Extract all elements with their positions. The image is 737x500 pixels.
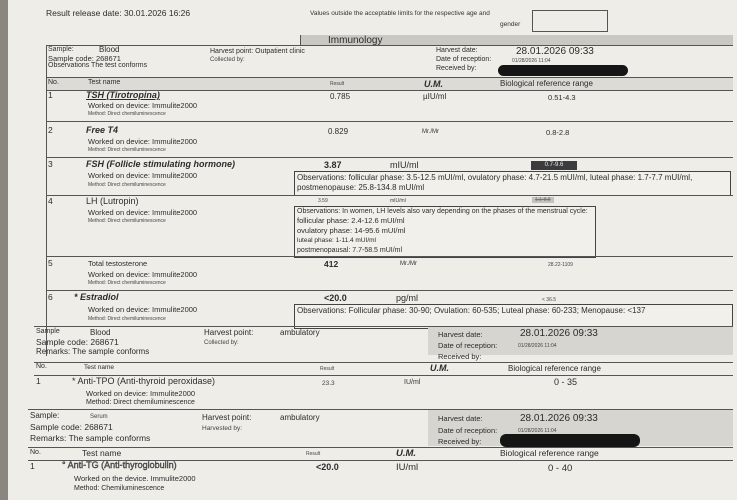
limits-note: Values outside the acceptable limits for the respective age and bbox=[310, 10, 490, 17]
test-device: Worked on device: Immulite2000 bbox=[88, 208, 198, 217]
test-device: Worked on the device. Immulite2000 bbox=[74, 474, 196, 483]
test-device: Worked on device: Immulite2000 bbox=[88, 137, 198, 146]
test-unit: Mr./Mr bbox=[400, 261, 417, 267]
reception-value: 01/28/2026 11:04 bbox=[518, 343, 557, 349]
test-method: Method: Direct chemiluminescence bbox=[88, 111, 166, 117]
test-number: 5 bbox=[48, 258, 53, 268]
test-method: Method: Direct chemiluminescence bbox=[88, 218, 166, 224]
test-name: * Anti-TPO (Anti-thyroid peroxidase) bbox=[72, 376, 216, 386]
harvested-by: Harvested by: bbox=[202, 425, 243, 432]
harvest-date-label: Harvest date: bbox=[436, 47, 478, 54]
divider bbox=[34, 362, 733, 363]
test-device: Worked on device: Immulite2000 bbox=[88, 101, 198, 110]
test-result: 23.3 bbox=[322, 380, 335, 387]
redacted-name bbox=[500, 434, 640, 447]
collected-by: Collected by: bbox=[210, 57, 245, 63]
divider bbox=[46, 195, 733, 196]
sample-label: Sample: bbox=[48, 46, 74, 53]
col-no: No. bbox=[48, 79, 59, 86]
divider bbox=[46, 256, 733, 257]
remarks: Remarks: The sample conforms bbox=[30, 433, 151, 443]
received-by: Received by: bbox=[436, 65, 477, 72]
obs-line: postmenopausal: 7.7-58.5 mUI/ml bbox=[297, 247, 403, 254]
test-result: 3.59 bbox=[318, 198, 328, 204]
test-number: 1 bbox=[36, 376, 41, 386]
obs-line: ovulatory phase: 14-95.6 mUI/ml bbox=[297, 226, 406, 235]
test-ref: 28.22-1109 bbox=[548, 262, 573, 268]
test-unit: IU/ml bbox=[404, 379, 421, 386]
harvest-date: 28.01.2026 09:33 bbox=[520, 413, 598, 424]
test-result: 412 bbox=[324, 259, 339, 269]
divider bbox=[46, 45, 47, 356]
col-test: Test name bbox=[84, 364, 114, 371]
test-name: LH (Lutropin) bbox=[86, 196, 139, 206]
sample-label: Sample bbox=[36, 328, 60, 335]
divider bbox=[46, 121, 733, 122]
test-ref: 0.7-9.6 bbox=[531, 161, 577, 170]
test-number: 1 bbox=[30, 461, 35, 471]
test-method: Method: Direct chemiluminescence bbox=[88, 280, 166, 286]
test-device: Worked on device: Immulite2000 bbox=[86, 389, 196, 398]
test-name: Total testosterone bbox=[88, 259, 148, 268]
harvest-date-label: Harvest date: bbox=[438, 330, 483, 339]
sample-value: Blood bbox=[99, 45, 120, 54]
col-result: Result bbox=[330, 81, 345, 87]
harvest-date-label: Harvest date: bbox=[438, 414, 483, 423]
col-no: No. bbox=[36, 363, 47, 370]
test-method: Method: Chemiluminescence bbox=[74, 485, 165, 492]
harvest-date: 28.01.2026 09:33 bbox=[520, 328, 598, 339]
test-observations bbox=[294, 206, 596, 258]
redacted-name bbox=[498, 65, 628, 76]
test-method: Method: Direct chemiluminescence bbox=[88, 182, 166, 188]
reception-label: Date of reception: bbox=[438, 426, 498, 435]
test-number: 1 bbox=[48, 90, 53, 100]
divider bbox=[46, 290, 733, 291]
collected-by: Collected by: bbox=[204, 340, 239, 346]
col-no: No. bbox=[30, 449, 41, 456]
test-method: Method: Direct chemiluminescence bbox=[88, 316, 166, 322]
harvest-point-value: ambulatory bbox=[280, 413, 320, 422]
test-unit: µIU/ml bbox=[423, 92, 447, 101]
out-of-range-legend-box bbox=[532, 10, 608, 32]
sample-code: Sample code: 268671 bbox=[48, 54, 121, 63]
test-result: <20.0 bbox=[324, 293, 347, 303]
test-name: * Estradiol bbox=[74, 292, 119, 302]
reception-label: Date of reception: bbox=[436, 56, 492, 63]
test-ref: 0.51-4.3 bbox=[548, 93, 576, 102]
divider bbox=[46, 157, 733, 158]
divider bbox=[28, 447, 733, 448]
limits-note-gender: gender bbox=[500, 21, 521, 28]
test-unit: Mr./Mr bbox=[422, 129, 439, 135]
remarks: Remarks: The sample conforms bbox=[36, 347, 150, 356]
col-test: Test name bbox=[88, 79, 121, 86]
observations: Observations The test conforms bbox=[48, 62, 148, 69]
test-unit: mIU/ml bbox=[390, 160, 419, 170]
reception-value: 01/28/2026 11:04 bbox=[512, 58, 551, 64]
sample-code: Sample code: 268671 bbox=[30, 422, 113, 432]
sample-value: Blood bbox=[90, 328, 111, 337]
test-device: Worked on device: Immulite2000 bbox=[88, 270, 198, 279]
col-result: Result bbox=[306, 451, 321, 457]
reception-label: Date of reception: bbox=[438, 341, 498, 350]
col-result: Result bbox=[320, 366, 335, 372]
test-number: 6 bbox=[48, 292, 53, 302]
harvest-point-label: Harvest point: bbox=[202, 413, 252, 422]
harvest-point: Harvest point: Outpatient clinic bbox=[210, 48, 305, 55]
test-result: 3.87 bbox=[324, 160, 342, 170]
received-by: Received by: bbox=[438, 352, 482, 361]
test-ref: 0 - 35 bbox=[554, 377, 578, 387]
test-name: FSH (Follicle stimulating hormone) bbox=[86, 159, 236, 169]
harvest-date: 28.01.2026 09:33 bbox=[516, 46, 594, 57]
test-number: 3 bbox=[48, 159, 53, 169]
sample-value: Serum bbox=[90, 414, 108, 420]
section-title: Immunology bbox=[328, 35, 383, 46]
test-name: ° Anti-TG (Anti-thyroglobulin) bbox=[62, 460, 177, 470]
test-method: Method: Direct chemiluminescence bbox=[88, 147, 166, 153]
obs-line: follicular phase: 2.4-12.6 mUI/ml bbox=[297, 216, 405, 225]
sample-label: Sample: bbox=[30, 411, 60, 420]
test-number: 2 bbox=[48, 125, 53, 135]
release-date: Result release date: 30.01.2026 16:26 bbox=[46, 8, 191, 18]
col-ref: Biological reference range bbox=[500, 448, 599, 458]
test-ref: 0 - 40 bbox=[548, 463, 573, 474]
col-um: U.M. bbox=[424, 79, 443, 89]
lab-report-page bbox=[8, 0, 737, 500]
test-observations: Observations: Follicular phase: 30-90; Ovulation: 60-535; Luteal phase: 60-233; Menopause: <137 bbox=[294, 304, 733, 329]
col-um: U.M. bbox=[430, 363, 449, 373]
test-result: 0.785 bbox=[330, 92, 351, 101]
harvest-point-label: Harvest point: bbox=[204, 328, 254, 337]
divider bbox=[300, 35, 301, 46]
col-um: U.M. bbox=[396, 448, 417, 459]
col-ref: Biological reference range bbox=[500, 79, 593, 88]
test-unit: IU/ml bbox=[396, 462, 419, 473]
test-result: <20.0 bbox=[316, 462, 339, 472]
test-method: Method: Direct chemiluminescence bbox=[86, 399, 195, 406]
harvest-point-value: ambulatory bbox=[280, 328, 320, 337]
test-result: 0.829 bbox=[328, 127, 349, 136]
test-ref: < 36.5 bbox=[542, 297, 557, 303]
divider bbox=[46, 45, 733, 46]
test-name: Free T4 bbox=[86, 125, 119, 135]
received-by: Received by: bbox=[438, 437, 482, 446]
test-name: TSH (Tirotropina) bbox=[86, 90, 160, 100]
obs-line: luteal phase: 1-11.4 mUI/ml bbox=[297, 237, 376, 244]
col-test: Test name bbox=[82, 448, 122, 458]
test-unit: pg/ml bbox=[396, 293, 419, 303]
test-unit: mIU/ml bbox=[390, 198, 406, 204]
obs-line: Observations: In women, LH levels also vary depending on the phases of the menstrual cycle: bbox=[297, 208, 588, 215]
test-device: Worked on device: Immulite2000 bbox=[88, 171, 198, 180]
reception-value: 01/28/2026 11:04 bbox=[518, 428, 557, 434]
test-ref: 1.1-8.8 bbox=[532, 197, 554, 203]
test-device: Worked on device: Immulite2000 bbox=[88, 305, 198, 314]
column-header-bar bbox=[46, 78, 733, 90]
test-observations: Observations: follicular phase: 3.5-12.5 mUI/ml, ovulatory phase: 4.7-21.5 mUI/ml, luteal phase: 1.7-7.7 mUI/ml, postmenopause: 25.8-134.8 mUI/ml bbox=[294, 171, 731, 196]
col-ref: Biological reference range bbox=[508, 364, 601, 373]
test-ref: 0.8-2.8 bbox=[546, 128, 570, 137]
test-number: 4 bbox=[48, 196, 53, 206]
sample-code: Sample code: 268671 bbox=[36, 337, 119, 347]
